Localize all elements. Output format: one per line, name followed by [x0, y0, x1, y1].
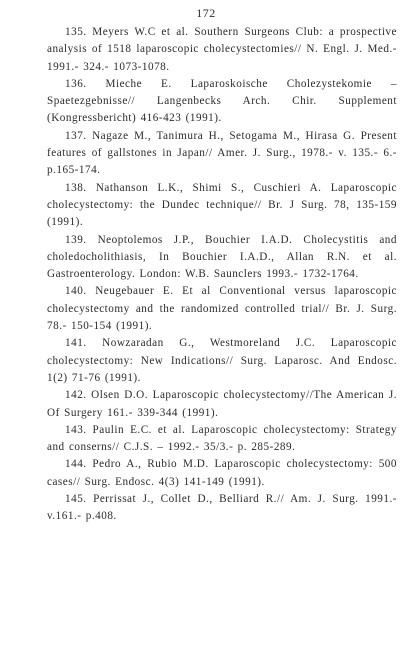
reference-item-142: 142. Olsen D.O. Laparoscopic cholecystectomy//The American J. Of Surgery 161.- 339-344 (1991).: [47, 389, 397, 419]
reference-item-137: 137. Nagaze M., Tanimura H., Setogama M., Hirasa G. Present features of gallstones in Japan// Amer. J. Surg., 1978.- v. 135.- 6.-p.165-174.: [47, 129, 397, 177]
reference-item-136: 136. Mieche E. Laparoskoische Cholezystekomie – Spaetezgebnisse// Langenbecks Arch. Chir. Supplement (Kongressbericht) 416-423 (1991).: [47, 77, 397, 125]
reference-item-144: 144. Pedro A., Rubio M.D. Laparoscopic cholecystectomy: 500 cases// Surg. Endosc. 4(3) 141-149 (1991).: [47, 458, 397, 488]
reference-item-138: 138. Nathanson L.K., Shimi S., Cuschieri A. Laparoscopic cholecystectomy: the Dundec technique// Br. J Surg. 78, 135-159 (1991).: [47, 181, 397, 229]
reference-item-145: 145. Perrissat J., Collet D., Belliard R.// Am. J. Surg. 1991.- v.161.- p.408.: [47, 493, 397, 523]
page-number: 172: [196, 6, 216, 20]
reference-list: [47, 24, 397, 526]
reference-item-135: 135. Meyers W.C et al. Southern Surgeons Club: a prospective analysis of 1518 laparoscopic cholecystectomies// N. Engl. J. Med.- 1991.- 324.- 1073-1078.: [47, 26, 397, 73]
reference-item-143: 143. Paulin E.C. et al. Laparoscopic cholecystectomy: Strategy and conserns// C.J.S. – 1992.- 35/3.- p. 285-289.: [47, 423, 397, 454]
reference-item-140: 140. Neugebauer E. Et al Conventional versus laparoscopic cholecystectomy and the randomized controlled trial// Br. J. Surg. 78.- 150-154 (1991).: [47, 285, 397, 333]
reference-item-139: 139. Neoptolemos J.P., Bouchier I.A.D. Cholecystitis and choledocholithiasis, In Bouchier I.A.D., Allan R.N. et al. Gastroenterology. London: W.B. Saunclers 1993.- 1732-1764.: [47, 233, 397, 281]
reference-item-141: 141. Nowzaradan G., Westmoreland J.C. Laparoscopic cholecystectomy: New Indications// Surg. Laparosc. And Endosc. 1(2) 71-76 (1991).: [47, 337, 397, 384]
